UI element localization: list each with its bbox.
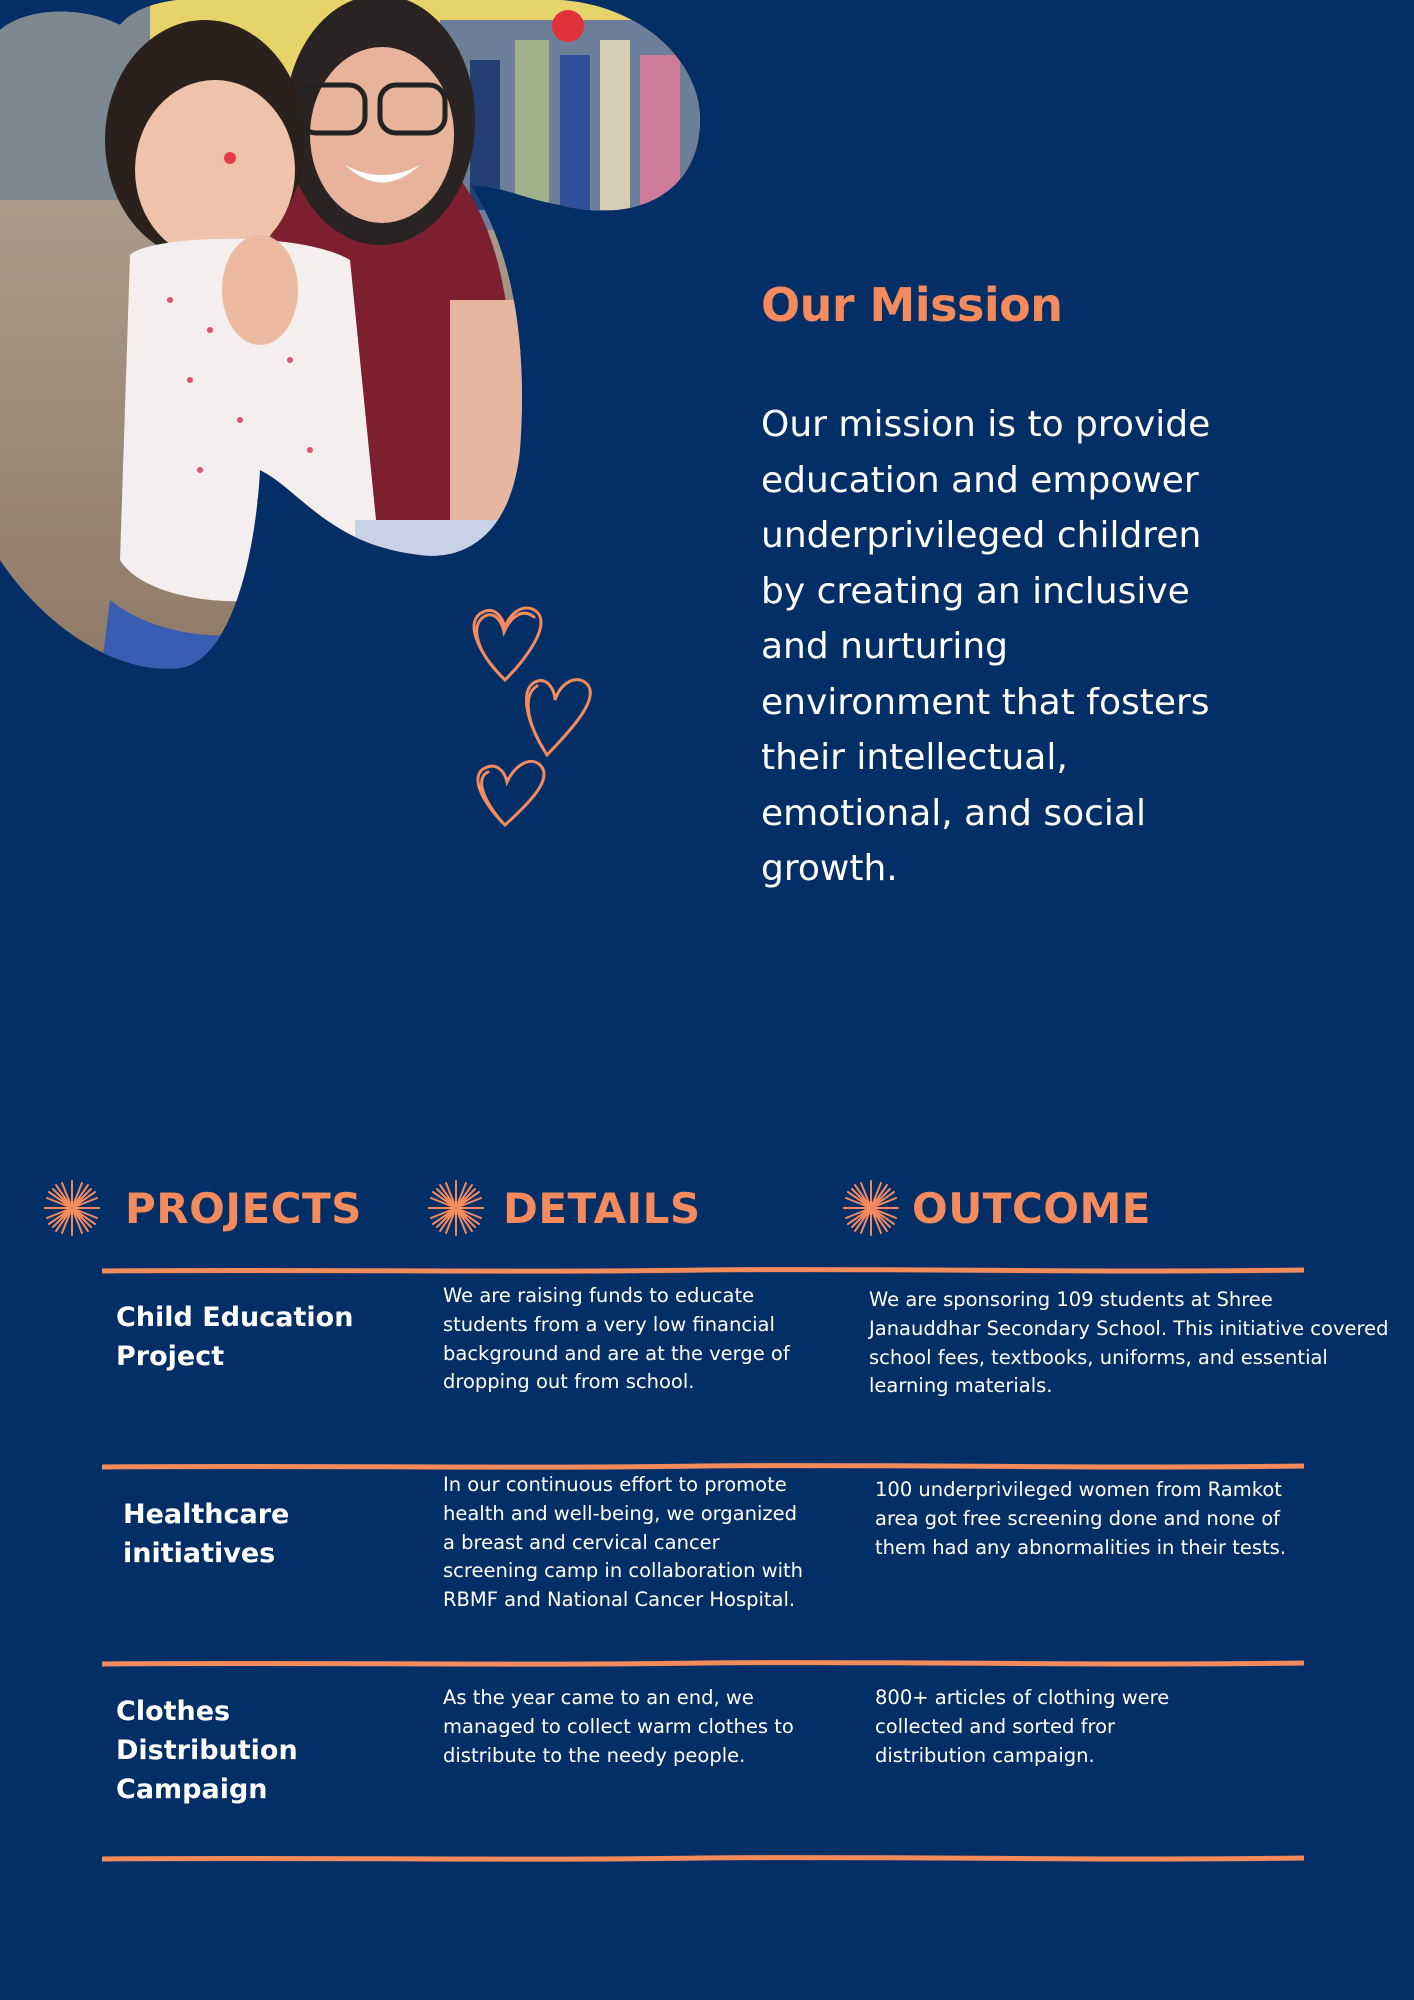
mission-title: Our Mission — [761, 278, 1063, 332]
table-row-project: Healthcare initiatives — [123, 1499, 290, 1569]
header-label: OUTCOME — [912, 1183, 1151, 1233]
mission-text: Our mission is to provide education and empower underprivileged children by creating an inclusive and nurturing environment that fosters their intellectual, emotional, and social growth. — [761, 404, 1211, 889]
table-row-project: Child Education Project — [116, 1302, 354, 1372]
starburst-icon — [43, 1179, 101, 1237]
table-row-details: In our continuous effort to promote health and well-being, we organized a breast and cervical cancer screening camp in collaboration with RBMF and National Cancer Hospital. — [443, 1473, 804, 1612]
header-details — [427, 1178, 701, 1238]
row-divider — [102, 1463, 1304, 1471]
header-outcome — [842, 1178, 1151, 1238]
table-row-details: As the year came to an end, we managed to collect warm clothes to distribute to the needy people. — [443, 1686, 794, 1767]
starburst-icon — [427, 1179, 485, 1237]
table-row-details: We are raising funds to educate students from a very low financial background and are at the verge of dropping out from school. — [443, 1284, 790, 1394]
table-row-outcome: 800+ articles of clothing were collected and sorted fror distribution campaign. — [875, 1686, 1170, 1767]
hero-photo — [0, 0, 720, 680]
hearts-doodle-icon — [455, 600, 615, 840]
header-projects — [43, 1178, 362, 1238]
header-label: PROJECTS — [125, 1183, 362, 1233]
table-row-project: Clothes Distribution Campaign — [116, 1696, 298, 1805]
row-divider — [102, 1267, 1304, 1275]
starburst-icon — [842, 1179, 900, 1237]
row-divider — [102, 1660, 1304, 1668]
header-label: DETAILS — [503, 1183, 701, 1233]
row-divider — [102, 1855, 1304, 1863]
table-row-outcome: 100 underprivileged women from Ramkot area got free screening done and none of them had any abnormalities in their tests. — [875, 1478, 1287, 1559]
table-row-outcome: We are sponsoring 109 students at Shree Janauddhar Secondary School. This initiative covered school fees, textbooks, uniforms, and essential learning materials. — [869, 1288, 1389, 1398]
